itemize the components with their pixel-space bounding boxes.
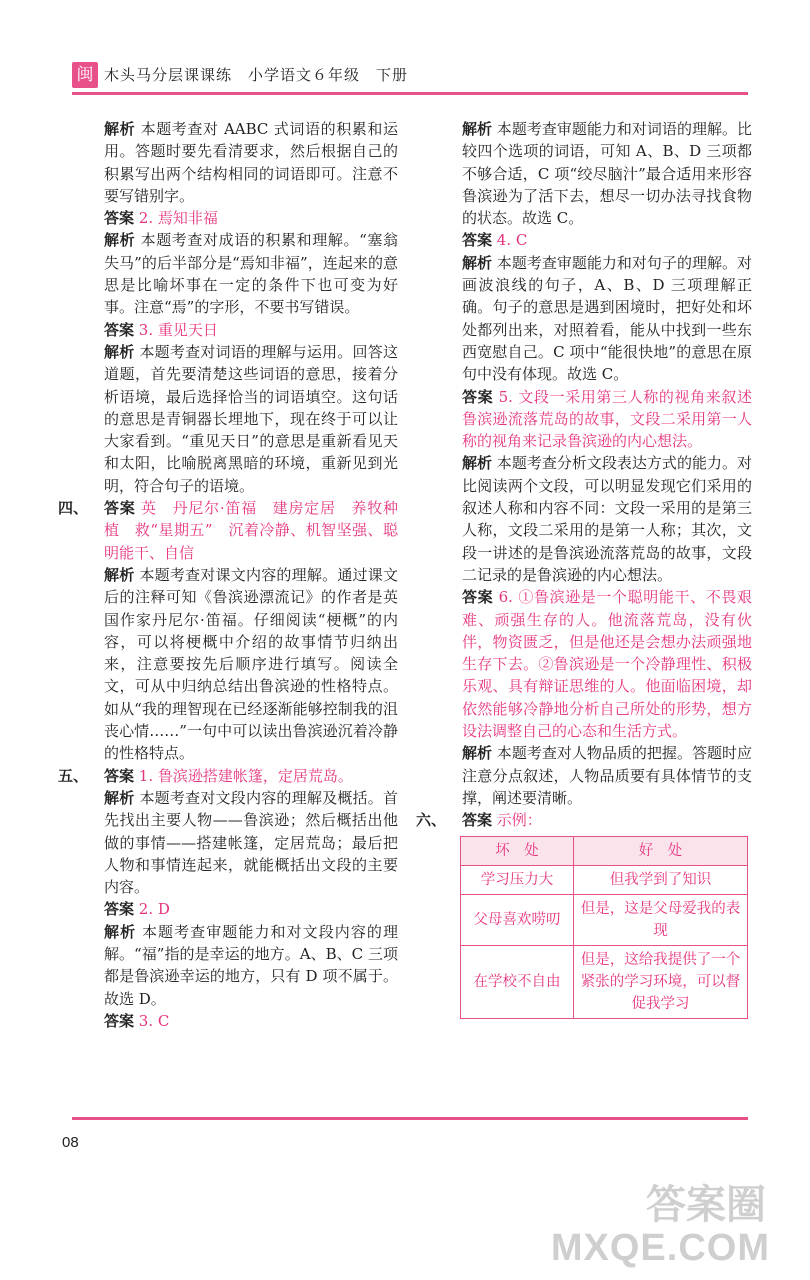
example-table: [460, 836, 748, 1019]
table-row: [461, 894, 748, 945]
table-cell-good: 但是，这给我提供了一个紧张的学习环境，可以督促我学习: [574, 945, 748, 1018]
watermark-logo: 答案圈: [646, 1182, 766, 1228]
right-column: [416, 118, 752, 1019]
answer-line: 答案 3. 重见天日: [104, 320, 218, 339]
watermark-url: MXQE.COM: [550, 1227, 770, 1269]
section-5-answer: 五、 答案 1. 鲁滨逊搭建帐篷，定居荒岛。: [58, 766, 353, 785]
table-header-good: 好 处: [574, 836, 748, 865]
page-number: 08: [62, 1134, 79, 1151]
table-cell-good: 但我学到了知识: [574, 865, 748, 894]
left-column: [58, 118, 398, 1032]
page-header: [72, 62, 748, 92]
section-6-answer: 六、 答案 示例：: [416, 811, 542, 830]
table-cell-bad: 在学校不自由: [461, 945, 574, 1018]
analysis-paragraph: 解析 本题考查对文段内容的理解及概括。首先找出主要人物——鲁滨逊；然后概括出他做的事情——搭建帐篷，定居荒岛；最后把人物和事情连起来，就能概括出文段的主要内容。: [104, 788, 398, 897]
footer-divider: [72, 1117, 748, 1120]
analysis-paragraph: 解析 本题考查对词语的理解与运用。回答这道题，首先要清楚这些词语的意思，接着分析语境，最后选择恰当的词语填空。这句话的意思是青铜器长埋地下，现在终于可以让大家看到。“重见天日”的意思是重新看见天和太阳，比喻脱离黑暗的环境，重新见到光明，符合句子的语境。: [104, 342, 398, 495]
analysis-paragraph: 解析 本题考查审题能力和对文段内容的理解。“福”指的是幸运的地方。A、B、C 三项都是鲁滨逊幸运的地方，只有 D 项不属于。故选 D。: [104, 922, 398, 1008]
answer-line: 答案 5. 文段一采用第三人称的视角来叙述鲁滨逊流落荒岛的故事，文段二采用第一人称的视角来记录鲁滨逊的内心想法。: [462, 387, 752, 451]
answer-line: 答案 6. ①鲁滨逊是一个聪明能干、不畏艰难、顽强生存的人。他流落荒岛，没有伙伴，物资匮乏，但是他还是会想办法顽强地生存下去。②鲁滨逊是一个冷静理性、积极乐观、具有辩证思维的人。他面临困境，却依然能够冷静地分析自己所处的形势，想方设法调整自己的心态和生活方式。: [462, 588, 752, 741]
analysis-paragraph: 解析 本题考查分析文段表达方式的能力。对比阅读两个文段，可以明显发现它们采用的叙述人称和内容不同：文段一采用的是第三人称，文段二采用的是第一人称；其次，文段一讲述的是鲁滨逊流落荒岛的故事，文段二记录的是鲁滨逊的内心想法。: [462, 454, 752, 584]
book-title: 木头马分层课课练 小学语文６年级 下册: [104, 66, 409, 84]
answer-line: 答案 2. D: [104, 900, 170, 919]
table-cell-good: 但是，这是父母爱我的表现: [574, 894, 748, 945]
table-row: [461, 945, 748, 1018]
analysis-paragraph: 解析 本题考查审题能力和对句子的理解。对画波浪线的句子，A、B、D 三项理解正确。句子的意思是遇到困境时，把好处和坏处都列出来，对照着看，能从中找到一些东西宽慰自己。C 项中“能很快地”的意思在原句中没有体现。故选 C。: [462, 253, 752, 384]
answer-line: 答案 2. 焉知非福: [104, 209, 218, 228]
analysis-paragraph: 解析 本题考查审题能力和对词语的理解。比较四个选项的词语，可知 A、B、D 三项都不够合适，C 项“绞尽脑汁”最合适用来形容鲁滨逊为了活下去，想尽一切办法寻找食物的状态。故选 C。: [462, 120, 752, 228]
table-cell-bad: 父母喜欢唠叨: [461, 894, 574, 945]
table-row: [461, 865, 748, 894]
table-cell-bad: 学习压力大: [461, 865, 574, 894]
analysis-paragraph: 解析 本题考查对课文内容的理解。通过课文后的注释可知《鲁滨逊漂流记》的作者是英国作家丹尼尔·笛福。仔细阅读“梗概”的内容，可以将梗概中介绍的故事情节归纳出来，注意要按先后顺序进行填写。阅读全文，可从中归纳总结出鲁滨逊的性格特点。如从“我的理智现在已经逐渐能够控制我的沮丧心情……”一句中可以读出鲁滨逊沉着冷静的性格特点。: [104, 565, 398, 763]
table-header-bad: 坏 处: [461, 836, 574, 865]
answer-line: 答案 3. C: [104, 1011, 170, 1030]
analysis-paragraph: 解析 本题考查对成语的积累和理解。“塞翁失马”的后半部分是“焉知非福”，连起来的意思是比喻坏事在一定的条件下也可变为好事。注意“焉”的字形，不要书写错误。: [104, 231, 398, 317]
analysis-paragraph: 解析 本题考查对 AABC 式词语的积累和运用。答题时要先看清要求，然后根据自己的积累写出两个结构相同的词语即可。注意不要写错别字。: [104, 120, 398, 205]
table-header-row: [461, 836, 748, 865]
publisher-logo: 闽: [72, 62, 98, 88]
analysis-paragraph: 解析 本题考查对人物品质的把握。答题时应注意分点叙述，人物品质要有具体情节的支撑，阐述要清晰。: [462, 744, 752, 807]
section-4-answer: 四、 答案 英 丹尼尔·笛福 建房定居 养牧种植 救“星期五” 沉着冷静、机智坚强、聪明能干、自信: [58, 499, 398, 562]
header-divider: [72, 92, 748, 95]
answer-line: 答案 4. C: [462, 231, 528, 250]
